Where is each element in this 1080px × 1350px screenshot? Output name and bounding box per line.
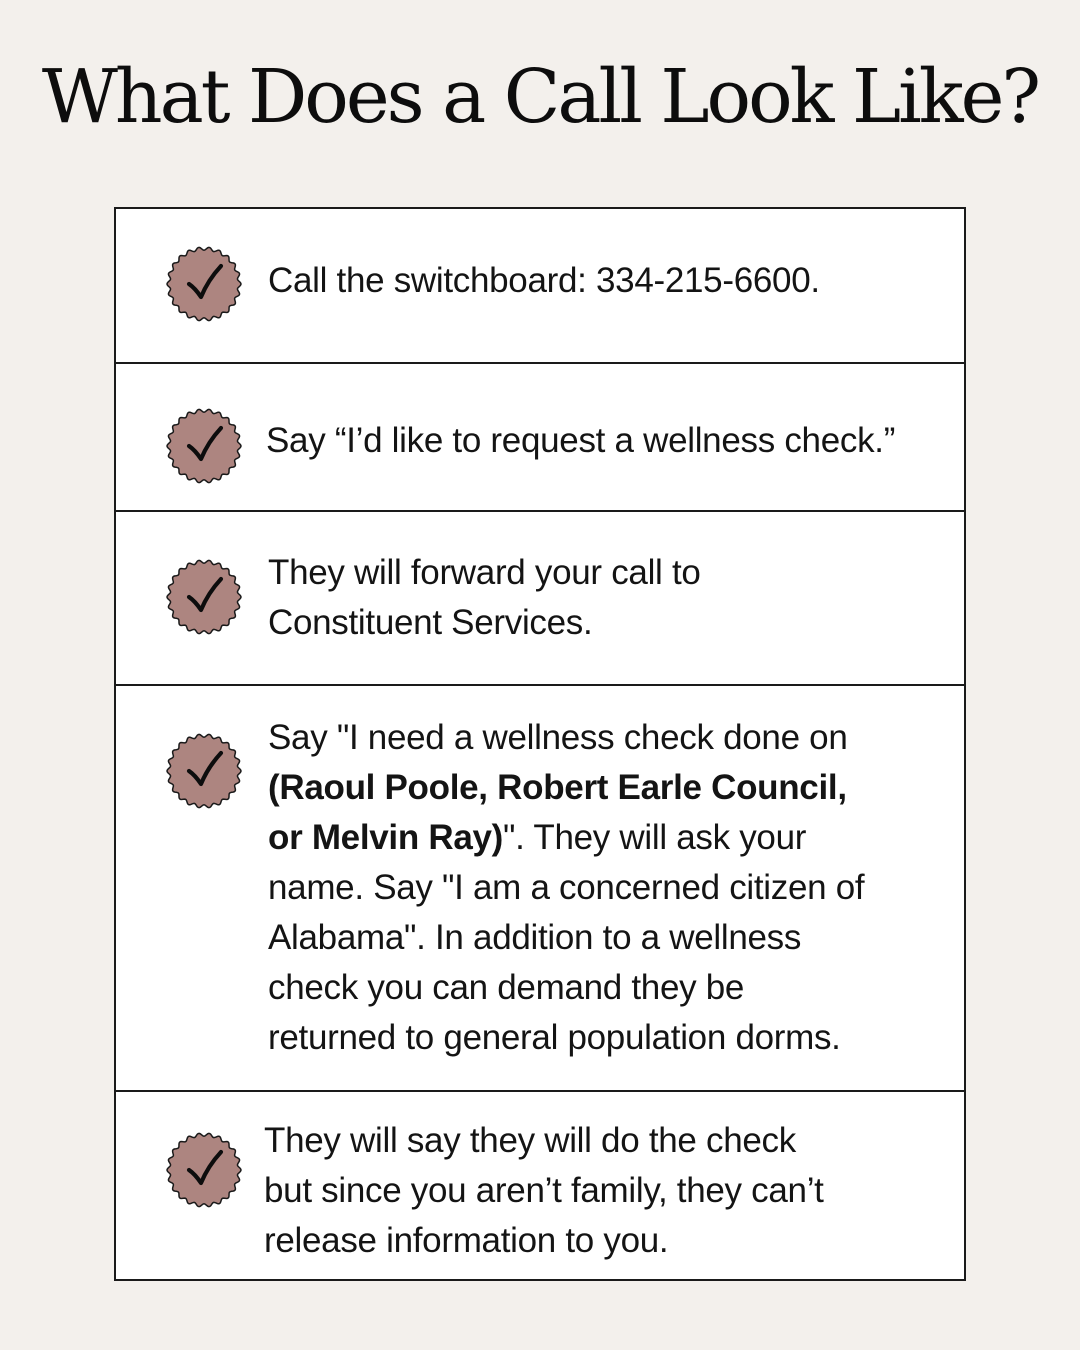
check-badge-icon (164, 244, 244, 324)
step-text: They will forward your call to Constituent Services. (268, 553, 701, 642)
inmate-names: or Melvin Ray) (268, 818, 504, 857)
step-text: Call the switchboard: 334-215-6600. (268, 261, 820, 300)
check-badge-icon (164, 557, 244, 637)
list-item (116, 1090, 964, 1279)
step-text: Say “I’d like to request a wellness check.” (266, 421, 896, 460)
steps-list (114, 207, 966, 1281)
inmate-names: (Raoul Poole, Robert Earle Council, (268, 768, 847, 807)
step-text: Say "I need a wellness check done on (Raoul Poole, Robert Earle Council, or Melvin Ray)". They will ask your name. Say "I am a concerned citizen of Alabama". In addition to a wellness check you can demand they be returned to general population dorms. (268, 718, 865, 1057)
list-item (116, 362, 964, 510)
list-item (116, 510, 964, 684)
check-badge-icon (164, 406, 244, 486)
list-item (116, 209, 964, 362)
step-text: They will say they will do the check but since you aren’t family, they can’t release information to you. (264, 1121, 824, 1260)
list-item (116, 684, 964, 1090)
check-badge-icon (164, 1130, 244, 1210)
page-title: What Does a Call Look Like? (41, 54, 1039, 140)
check-badge-icon (164, 731, 244, 811)
